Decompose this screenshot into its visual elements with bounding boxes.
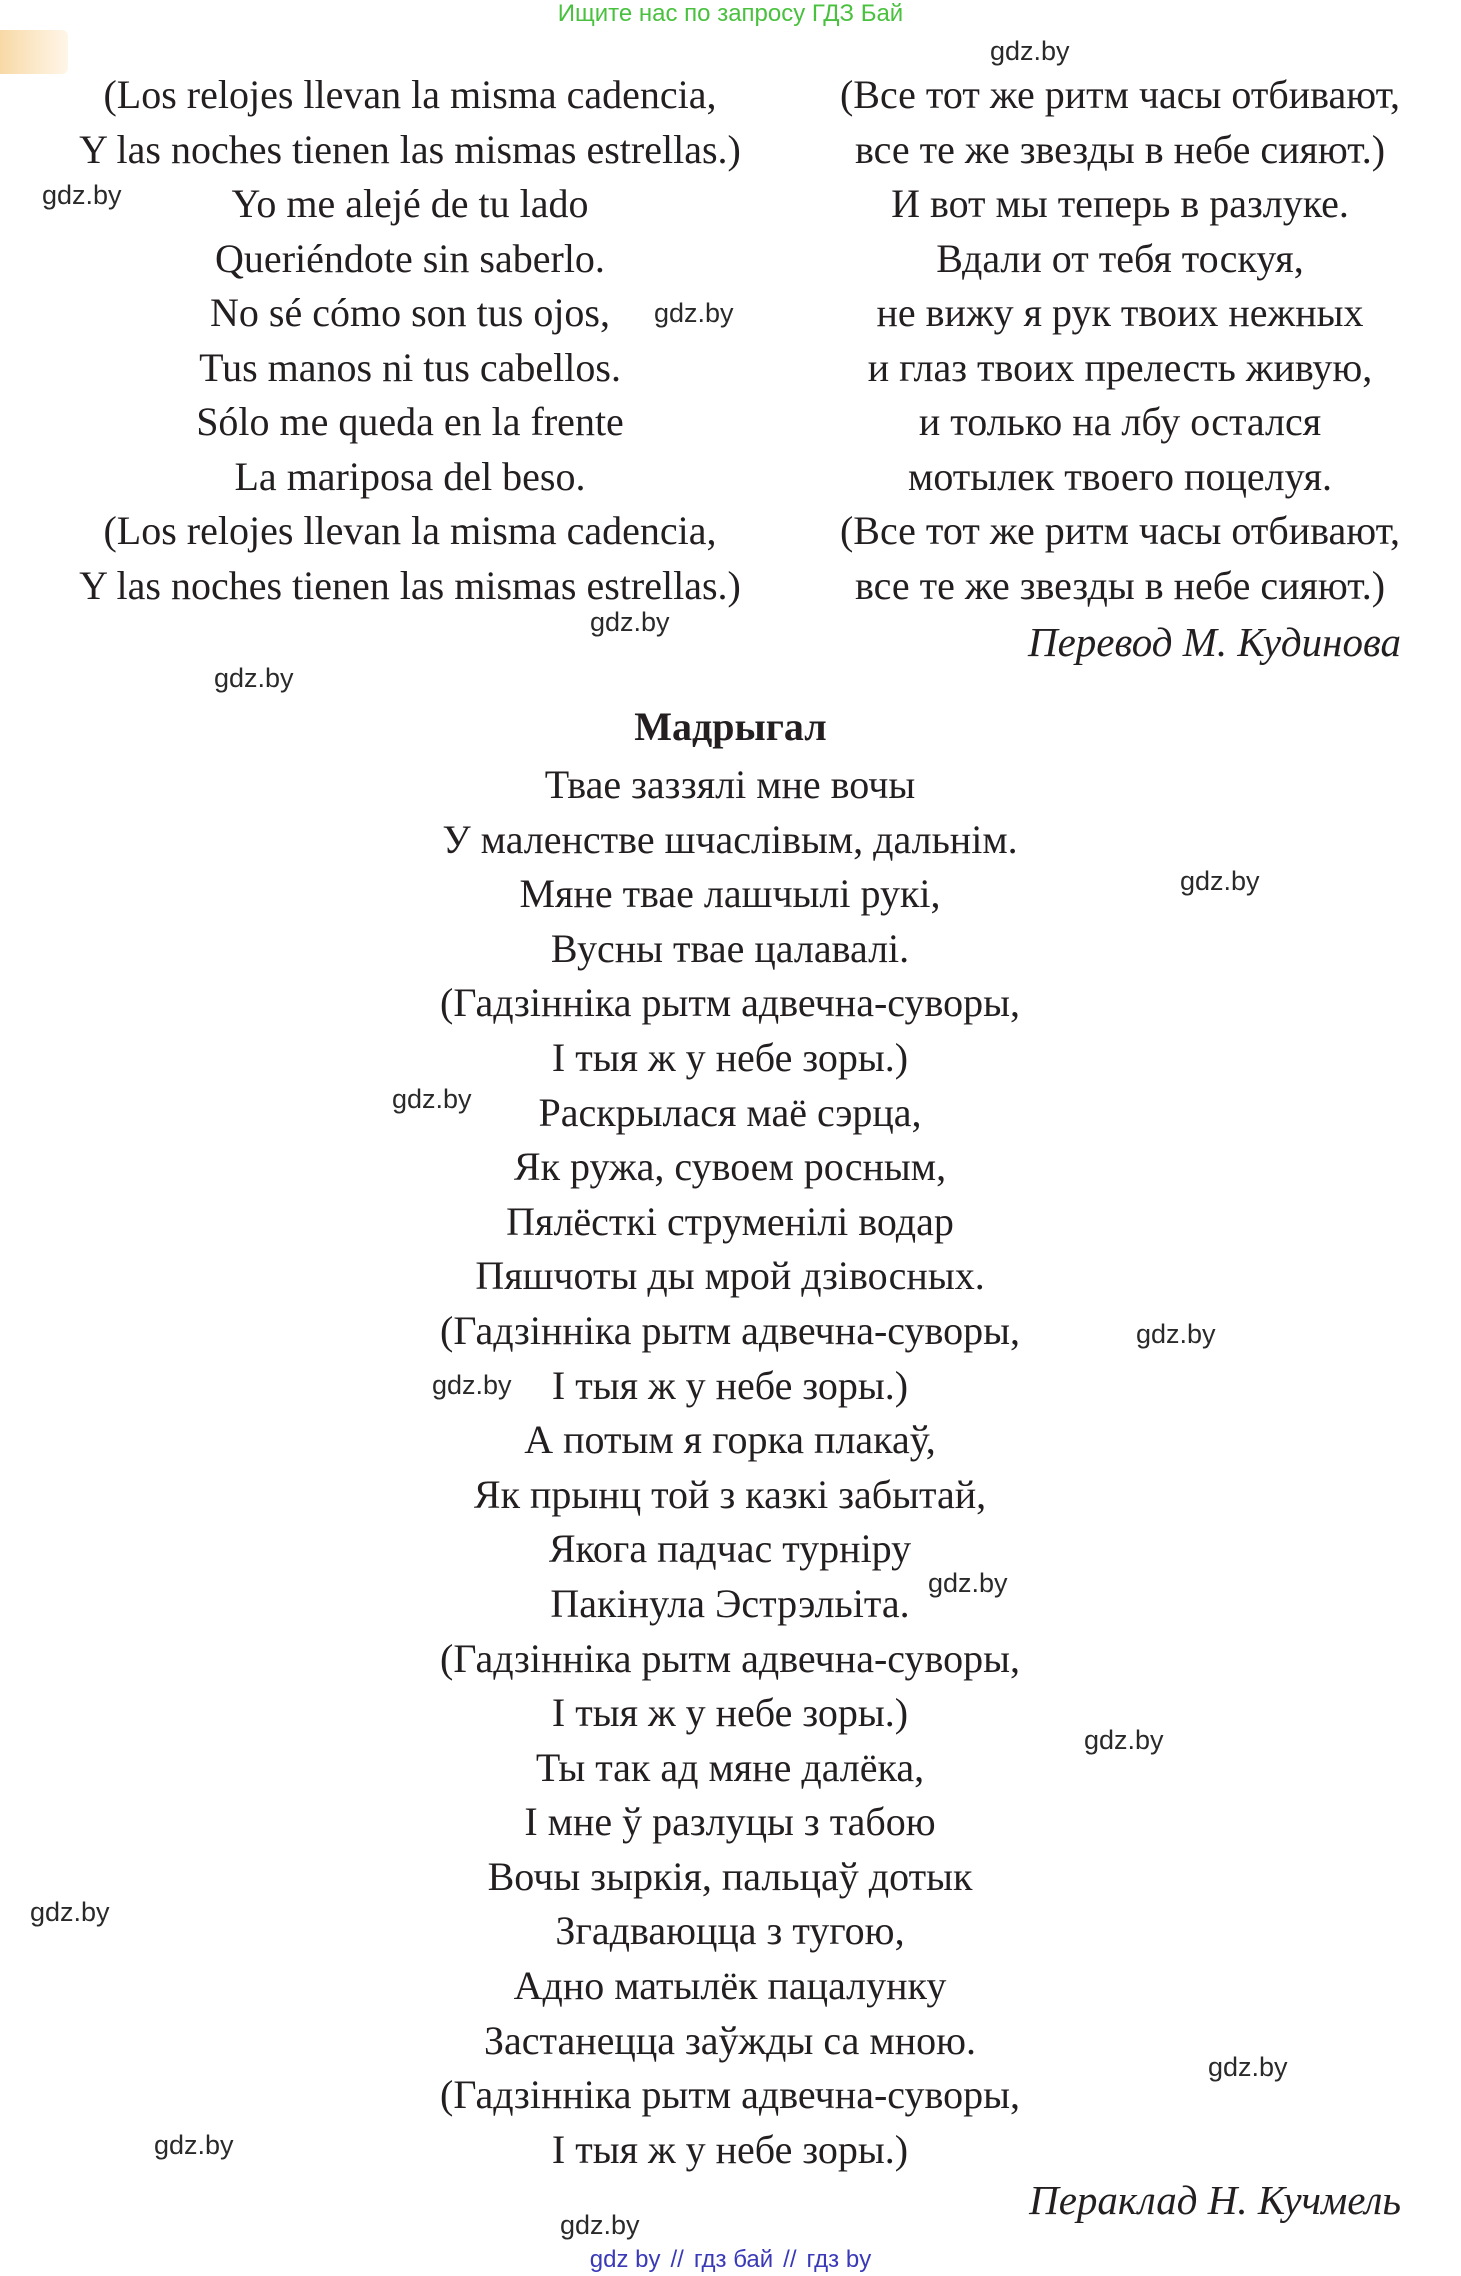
footer-link[interactable]: гдз by <box>806 2246 872 2273</box>
poem-line: Tus manos ni tus cabellos. <box>199 344 621 390</box>
watermark: gdz.by <box>654 298 734 328</box>
poem-line: Пакінула Эстрэльіта. <box>550 1580 910 1626</box>
poem-line: La mariposa del beso. <box>234 453 586 499</box>
footer-link[interactable]: gdz by <box>589 2246 661 2273</box>
poem-line: и только на лбу остался <box>918 399 1322 444</box>
russian-translator-credit: Перевод М. Кудинова <box>1027 619 1401 665</box>
poem-line: У маленстве шчаслівым, дальнім. <box>442 816 1018 862</box>
poem-line: Згадваюцца з тугою, <box>555 1908 905 1954</box>
poem-line: не вижу я рук твоих нежных <box>876 290 1364 335</box>
poem-line: Queriéndote sin saberlo. <box>215 235 605 281</box>
poem-line: все те же звезды в небе сияют.) <box>854 562 1386 608</box>
watermark: gdz.by <box>42 180 122 210</box>
belarusian-translator-credit: Пераклад Н. Кучмель <box>1029 2177 1401 2223</box>
poem-line: (Los relojes llevan la misma cadencia, <box>103 508 717 553</box>
poem-line: Як ружа, сувоем росным, <box>513 1144 947 1190</box>
watermark: gdz.by <box>990 36 1070 66</box>
watermark: gdz.by <box>432 1370 512 1400</box>
watermark: gdz.by <box>1208 2052 1288 2082</box>
poem-line: Мяне твае лашчылі рукі, <box>519 871 941 917</box>
poem-line: Sólo me queda en la frente <box>196 399 624 444</box>
poem-line: (Гадзінніка рытм адвечна-суворы, <box>440 1307 1020 1353</box>
watermark: gdz.by <box>392 1084 472 1114</box>
watermark: gdz.by <box>1136 1319 1216 1349</box>
watermark: gdz.by <box>1180 866 1260 896</box>
spanish-poem <box>40 68 780 613</box>
poem-line: и глаз твоих прелесть живую, <box>867 344 1373 390</box>
poem-line: Застанецца заўжды са мною. <box>483 2017 976 2063</box>
footer-link[interactable]: гдз бай <box>693 2246 774 2273</box>
belarusian-poem-title: Мадрыгал <box>634 704 827 749</box>
watermark: gdz.by <box>30 1897 110 1927</box>
poem-line: Y las noches tienen las mismas estrellas.) <box>79 562 741 608</box>
poem-line: Якога падчас турніру <box>548 1526 912 1572</box>
poem-line: (Los relojes llevan la misma cadencia, <box>103 72 717 117</box>
poem-line: Раскрылася маё сэрца, <box>538 1089 922 1135</box>
belarusian-poem <box>330 758 1130 2177</box>
watermark: gdz.by <box>590 607 670 637</box>
search-hint-link[interactable]: Ищите нас по запросу ГДЗ Бай <box>557 0 904 27</box>
poem-line: Yo me alejé de tu lado <box>231 181 589 226</box>
watermark: gdz.by <box>560 2210 640 2240</box>
poem-line: Вдали от тебя тоскуя, <box>936 235 1304 281</box>
watermark: gdz.by <box>154 2130 234 2160</box>
poem-line: Ты так ад мяне далёка, <box>535 1744 925 1790</box>
poem-line: Твае заззялі мне вочы <box>544 762 916 807</box>
poem-line: (Гадзінніка рытм адвечна-суворы, <box>440 980 1020 1026</box>
watermark: gdz.by <box>1084 1725 1164 1755</box>
footer-separator: // <box>670 2246 684 2273</box>
poem-line: Як прынц той з казкі забытай, <box>473 1471 987 1517</box>
poem-line: (Все тот же ритм часы отбивают, <box>839 72 1401 117</box>
poem-line: І тыя ж у небе зоры.) <box>551 1034 909 1080</box>
poem-line: все те же звезды в небе сияют.) <box>854 126 1386 172</box>
poem-line: Пялёсткі струменілі водар <box>506 1198 954 1244</box>
russian-translation <box>800 68 1440 613</box>
poem-line: мотылек твоего поцелуя. <box>908 453 1332 499</box>
poem-line: І мне ў разлуцы з табою <box>524 1799 936 1845</box>
poem-line: І тыя ж у небе зоры.) <box>551 1362 909 1408</box>
poem-line: І тыя ж у небе зоры.) <box>551 2126 909 2172</box>
poem-line: І тыя ж у небе зоры.) <box>551 1690 909 1736</box>
poem-line: (Все тот же ритм часы отбивают, <box>839 508 1401 553</box>
poem-line: (Гадзінніка рытм адвечна-суворы, <box>440 1635 1020 1681</box>
poem-line: Y las noches tienen las mismas estrellas.) <box>79 126 741 172</box>
poem-line: Вочы зыркія, пальцаў дотык <box>487 1853 973 1899</box>
poem-line: И вот мы теперь в разлуке. <box>891 181 1349 226</box>
footer-links <box>0 2244 1461 2276</box>
poem-line: (Гадзінніка рытм адвечна-суворы, <box>440 2072 1020 2118</box>
footer-separator: // <box>783 2246 797 2273</box>
watermark: gdz.by <box>214 663 294 693</box>
poem-line: А потым я горка плакаў, <box>524 1417 936 1463</box>
watermark: gdz.by <box>928 1568 1008 1598</box>
poem-line: Вусны твае цалавалі. <box>550 925 910 971</box>
poem-line: Адно матылёк пацалунку <box>513 1963 947 2009</box>
poem-line: No sé cómo son tus ojos, <box>210 290 610 335</box>
poem-line: Пяшчоты ды мрой дзівосных. <box>475 1253 985 1299</box>
